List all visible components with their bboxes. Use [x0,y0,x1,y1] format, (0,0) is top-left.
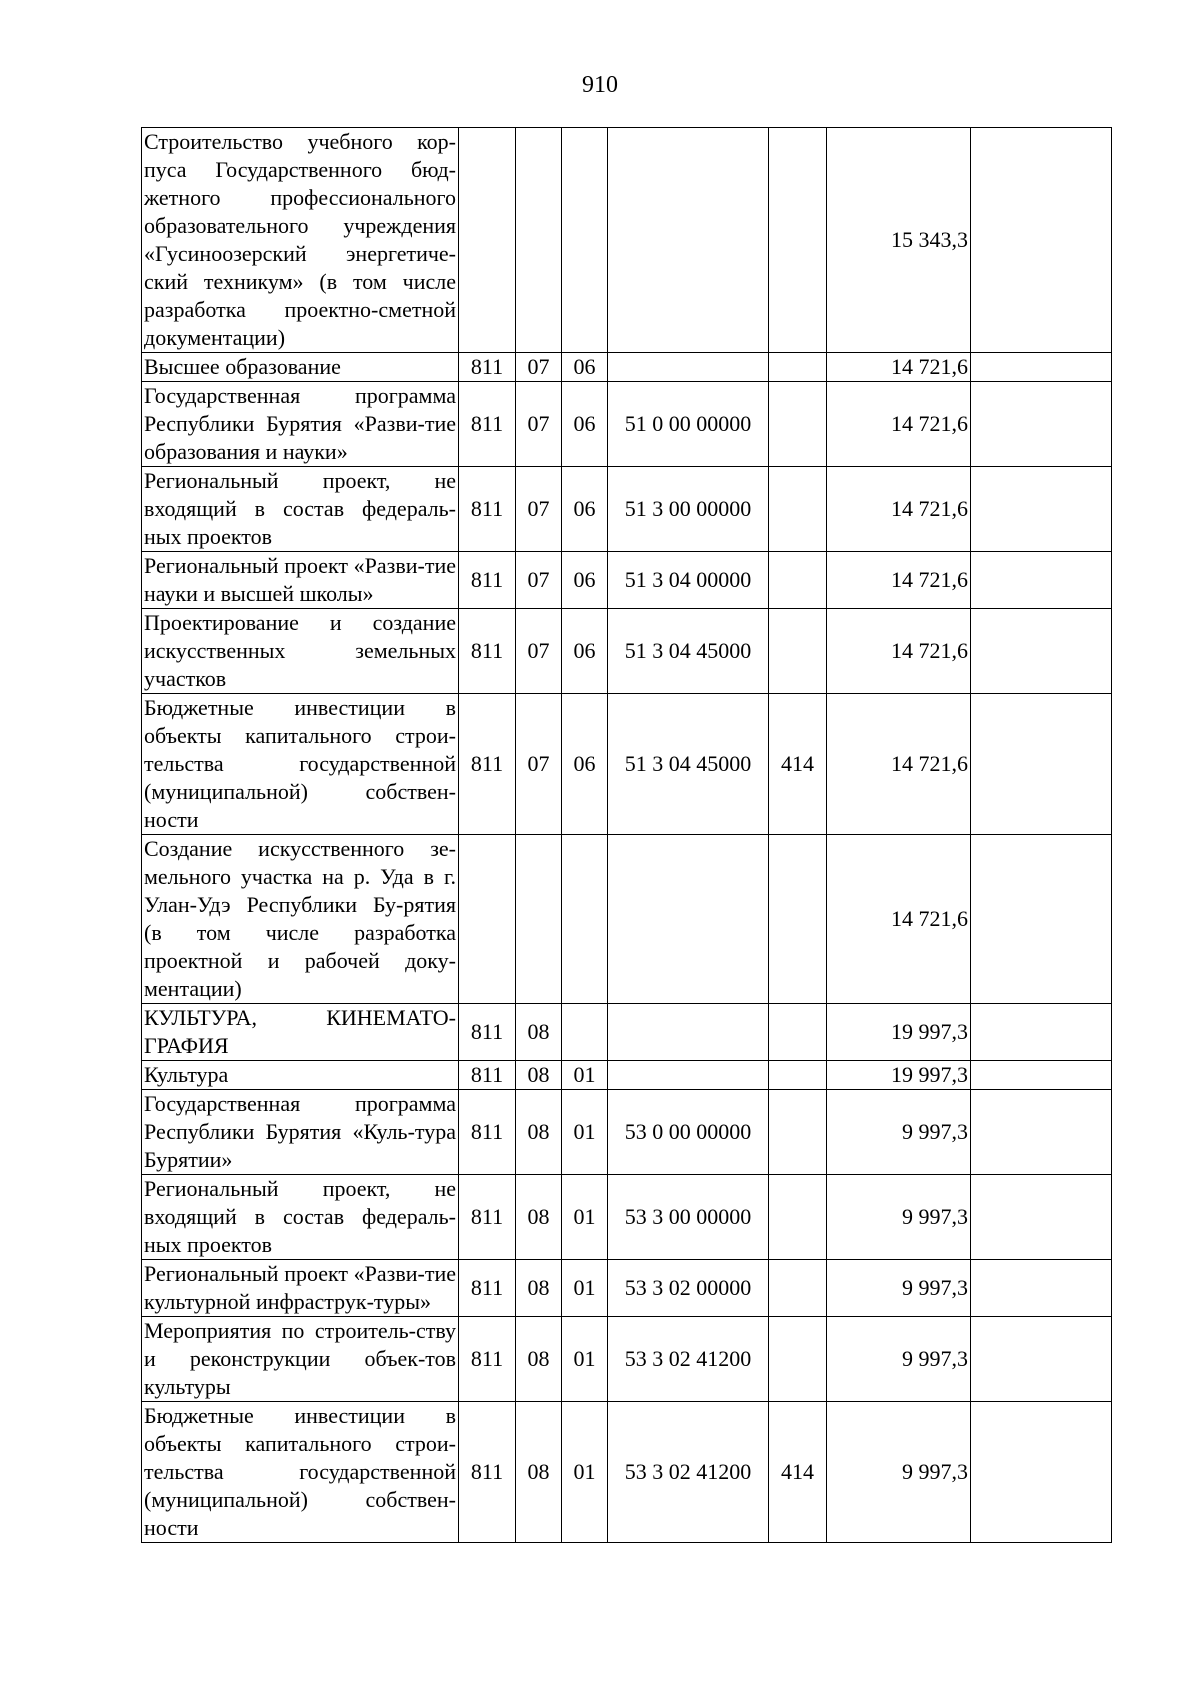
amount-cell: 9 997,3 [827,1402,971,1543]
expense-type-cell [769,1175,827,1260]
target-article-cell: 53 3 02 41200 [608,1317,769,1402]
expense-type-cell [769,1317,827,1402]
row-name-cell: Региональный проект «Разви-тие культурной инфраструк-туры» [142,1260,459,1317]
row-name-cell: Региональный проект, не входящий в состав федераль-ных проектов [142,467,459,552]
empty-cell [971,1004,1112,1061]
table-row [142,382,1112,467]
section-code-cell: 08 [516,1090,562,1175]
table-row [142,1004,1112,1061]
amount-cell: 9 997,3 [827,1090,971,1175]
amount-cell: 14 721,6 [827,552,971,609]
row-name-cell: Строительство учебного кор-пуса Государственного бюд-жетного профессионального образовательного учреждения «Гусиноозерский энергетиче-ский техникум» (в том числе разработка проектно-сметной документации) [142,128,459,353]
grbs-code-cell: 811 [459,1317,516,1402]
amount-cell: 14 721,6 [827,835,971,1004]
amount-cell: 9 997,3 [827,1317,971,1402]
empty-cell [971,382,1112,467]
table-row [142,609,1112,694]
table-row [142,1061,1112,1090]
empty-cell [971,1402,1112,1543]
empty-cell [971,1175,1112,1260]
expense-type-cell [769,1004,827,1061]
empty-cell [971,128,1112,353]
expense-type-cell [769,467,827,552]
section-code-cell [516,835,562,1004]
empty-cell [971,552,1112,609]
target-article-cell [608,353,769,382]
table-row [142,835,1112,1004]
grbs-code-cell [459,128,516,353]
subsection-code-cell [562,835,608,1004]
grbs-code-cell: 811 [459,552,516,609]
amount-cell: 14 721,6 [827,694,971,835]
row-name-cell: Региональный проект «Разви-тие науки и высшей школы» [142,552,459,609]
row-name-cell: Высшее образование [142,353,459,382]
section-code-cell: 07 [516,694,562,835]
expense-type-cell [769,353,827,382]
subsection-code-cell [562,128,608,353]
amount-cell: 14 721,6 [827,467,971,552]
expense-type-cell [769,552,827,609]
target-article-cell: 51 0 00 00000 [608,382,769,467]
subsection-code-cell: 06 [562,382,608,467]
target-article-cell: 53 3 02 41200 [608,1402,769,1543]
empty-cell [971,1260,1112,1317]
subsection-code-cell: 06 [562,609,608,694]
section-code-cell: 07 [516,467,562,552]
budget-table [141,127,1112,1543]
subsection-code-cell: 01 [562,1402,608,1543]
row-name-cell: Бюджетные инвестиции в объекты капитального строи-тельства государственной (муниципальной) собствен-ности [142,1402,459,1543]
amount-cell: 19 997,3 [827,1061,971,1090]
empty-cell [971,609,1112,694]
empty-cell [971,1090,1112,1175]
subsection-code-cell [562,1004,608,1061]
empty-cell [971,353,1112,382]
empty-cell [971,835,1112,1004]
subsection-code-cell: 06 [562,353,608,382]
section-code-cell: 08 [516,1175,562,1260]
section-code-cell: 08 [516,1260,562,1317]
grbs-code-cell [459,835,516,1004]
section-code-cell: 07 [516,353,562,382]
table-row [142,353,1112,382]
expense-type-cell [769,1260,827,1317]
amount-cell: 15 343,3 [827,128,971,353]
section-code-cell: 08 [516,1061,562,1090]
subsection-code-cell: 01 [562,1061,608,1090]
target-article-cell: 51 3 04 45000 [608,609,769,694]
section-code-cell: 07 [516,552,562,609]
target-article-cell: 51 3 04 00000 [608,552,769,609]
section-code-cell [516,128,562,353]
amount-cell: 19 997,3 [827,1004,971,1061]
section-code-cell: 08 [516,1004,562,1061]
grbs-code-cell: 811 [459,353,516,382]
subsection-code-cell: 06 [562,552,608,609]
row-name-cell: Мероприятия по строитель-ству и реконструкции объек-тов культуры [142,1317,459,1402]
page-number: 910 [582,72,618,98]
grbs-code-cell: 811 [459,694,516,835]
empty-cell [971,694,1112,835]
subsection-code-cell: 01 [562,1260,608,1317]
table-row [142,1090,1112,1175]
table-row [142,467,1112,552]
section-code-cell: 08 [516,1317,562,1402]
table-row [142,1317,1112,1402]
target-article-cell [608,1061,769,1090]
target-article-cell: 51 3 00 00000 [608,467,769,552]
grbs-code-cell: 811 [459,1061,516,1090]
row-name-cell: Культура [142,1061,459,1090]
target-article-cell: 53 3 00 00000 [608,1175,769,1260]
amount-cell: 14 721,6 [827,609,971,694]
target-article-cell [608,128,769,353]
table-body [142,128,1112,1543]
grbs-code-cell: 811 [459,1004,516,1061]
table-row [142,128,1112,353]
expense-type-cell [769,609,827,694]
empty-cell [971,1061,1112,1090]
section-code-cell: 07 [516,382,562,467]
expense-type-cell: 414 [769,694,827,835]
section-code-cell: 07 [516,609,562,694]
table-row [142,1175,1112,1260]
amount-cell: 9 997,3 [827,1260,971,1317]
expense-type-cell [769,128,827,353]
grbs-code-cell: 811 [459,467,516,552]
target-article-cell: 53 3 02 00000 [608,1260,769,1317]
target-article-cell: 53 0 00 00000 [608,1090,769,1175]
row-name-cell: Создание искусственного зе-мельного участка на р. Уда в г. Улан-Удэ Республики Бу-рятия (в том числе разработка проектной и рабочей доку-ментации) [142,835,459,1004]
amount-cell: 14 721,6 [827,382,971,467]
target-article-cell: 51 3 04 45000 [608,694,769,835]
subsection-code-cell: 01 [562,1090,608,1175]
grbs-code-cell: 811 [459,609,516,694]
grbs-code-cell: 811 [459,1402,516,1543]
empty-cell [971,1317,1112,1402]
expense-type-cell [769,835,827,1004]
subsection-code-cell: 06 [562,694,608,835]
row-name-cell: КУЛЬТУРА, КИНЕМАТО-ГРАФИЯ [142,1004,459,1061]
row-name-cell: Бюджетные инвестиции в объекты капитального строи-тельства государственной (муниципальной) собствен-ности [142,694,459,835]
table-row [142,1260,1112,1317]
table-row [142,1402,1112,1543]
subsection-code-cell: 06 [562,467,608,552]
expense-type-cell [769,1061,827,1090]
target-article-cell [608,1004,769,1061]
empty-cell [971,467,1112,552]
expense-type-cell [769,1090,827,1175]
grbs-code-cell: 811 [459,1175,516,1260]
row-name-cell: Государственная программа Республики Бурятия «Куль-тура Бурятии» [142,1090,459,1175]
subsection-code-cell: 01 [562,1317,608,1402]
table-row [142,552,1112,609]
expense-type-cell [769,382,827,467]
row-name-cell: Проектирование и создание искусственных земельных участков [142,609,459,694]
grbs-code-cell: 811 [459,1090,516,1175]
amount-cell: 9 997,3 [827,1175,971,1260]
grbs-code-cell: 811 [459,1260,516,1317]
amount-cell: 14 721,6 [827,353,971,382]
grbs-code-cell: 811 [459,382,516,467]
subsection-code-cell: 01 [562,1175,608,1260]
expense-type-cell: 414 [769,1402,827,1543]
target-article-cell [608,835,769,1004]
row-name-cell: Государственная программа Республики Бурятия «Разви-тие образования и науки» [142,382,459,467]
table-row [142,694,1112,835]
row-name-cell: Региональный проект, не входящий в состав федераль-ных проектов [142,1175,459,1260]
section-code-cell: 08 [516,1402,562,1543]
